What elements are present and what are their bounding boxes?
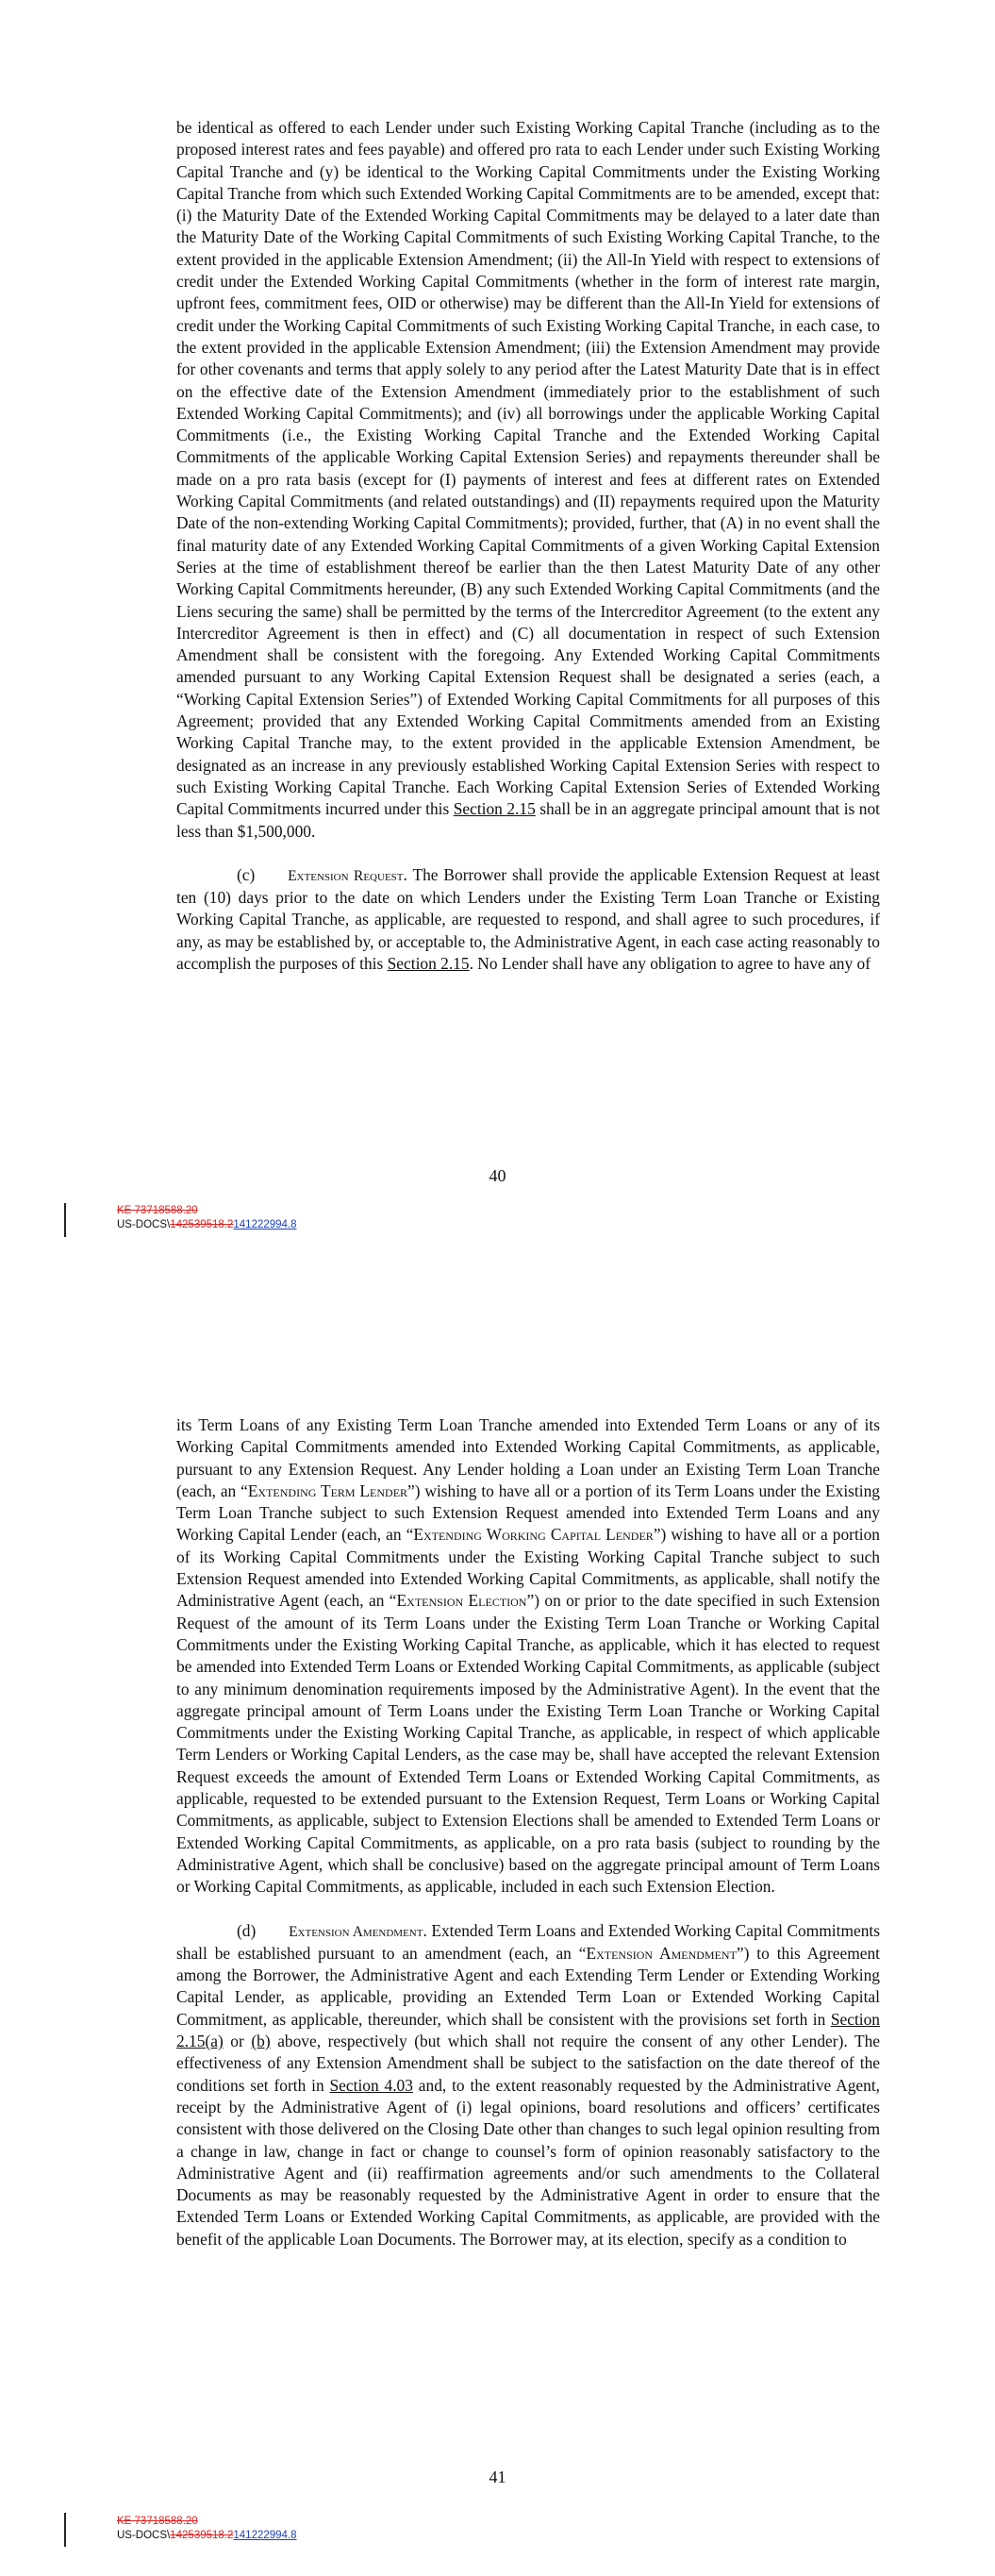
defined-term-extending-working-capital-lender: Extending Working Capital Lender	[413, 1525, 654, 1545]
page-40-body	[176, 117, 880, 975]
document-footer	[117, 1204, 297, 1232]
extension-amendment-heading: Extension Amendment	[289, 1923, 423, 1940]
defined-term-extending-term-lender: Extending Term Lender	[247, 1480, 408, 1500]
paragraph-d: (d) Extension Amendment. Extended Term Loans and Extended Working Capital Commitments shall be established pursuant to an amendment (each, an “Extension Amendment”) to this Agreement among the Borrower, the Administrative Agent and each Extending Term Lender or Extending Working Capital Lender, as applicable, providing an Extended Term Loan or Extended Working Capital Commitment, as applicable, thereunder, which shall be consistent with the provisions set forth in Section 2.15(a) or (b) above, respectively (but which shall not require the consent of any other Lender). The effectiveness of any Extension Amendment shall be subject to the satisfaction on the date thereof of the conditions set forth in Section 4.03 and, to the extent reasonably requested by the Administrative Agent, receipt by the Administrative Agent of (i) legal opinions, board resolutions and officers’ certificates consistent with those delivered on the Closing Date other than changes to such legal opinion resulting from a change in law, change in fact or change to counsel’s form of opinion reasonably satisfactory to the Administrative Agent and (ii) reaffirmation agreements and/or such amendments to the Collateral Documents as may be reasonably requested by the Administrative Agent in order to ensure that the Extended Term Loans or Extended Working Capital Commitments, as applicable, are provided with the benefit of the applicable Loan Documents. The Borrower may, at its election, specify as a condition to	[176, 1920, 880, 2249]
clause-b-reference[interactable]: (b)	[251, 2032, 271, 2051]
document-page-41	[0, 1293, 995, 2576]
paragraph-c-continued: its Term Loans of any Existing Term Loan Tranche amended into Extended Term Loans or any of its Working Capital Commitments amended into Extended Working Capital Commitments, as applicable, pursuant to any Extension Request. Any Lender holding a Loan under an Existing Term Loan Tranche (each, an “Extending Term Lender”) wishing to have all or a portion of its Term Loans under the Existing Term Loan Tranche subject to such Extension Request amended into Extended Term Loans and any Working Capital Lender (each, an “Extending Working Capital Lender”) wishing to have all or a portion of its Working Capital Commitments under the Existing Working Capital Tranche subject to such Extension Request amended into Extended Working Capital Commitments, as applicable, shall notify the Administrative Agent (each, an “Extension Election”) on or prior to the date specified in such Extension Request of the amount of its Term Loans under the Existing Term Loan Tranche or Working Capital Commitments under the Existing Working Capital Tranche, as applicable, which it has elected to request be amended into Extended Term Loans or Extended Working Capital Commitments, as applicable (subject to any minimum denomination requirements imposed by the Administrative Agent). In the event that the aggregate principal amount of Term Loans under the Existing Term Loan Tranche or Working Capital Commitments under the Existing Working Capital Tranche, as applicable, in respect of which applicable Term Lenders or Working Capital Lenders, as the case may be, shall have accepted the relevant Extension Request exceeds the amount of Extended Term Loans or Extended Working Capital Commitments, as applicable, requested to be extended pursuant to the Extension Request, Term Loans or Working Capital Commitments, as applicable, subject to Extension Elections shall be amended to Extended Term Loans or Extended Working Capital Commitments, as applicable, on a pro rata basis (subject to rounding by the Administrative Agent, which shall be conclusive) based on the aggregate principal amount of Term Loans or Working Capital Commitments, as applicable, included in each such Extension Election.	[176, 1415, 880, 1897]
page-number: 40	[489, 1166, 506, 1185]
paragraph-d-label: (d)	[237, 1920, 257, 1940]
change-bar	[64, 2513, 66, 2547]
document-footer	[117, 2515, 297, 2543]
defined-term-extension-amendment: Extension Amendment	[586, 1943, 737, 1963]
footer-docid: US-DOCS\142539518.2141222994.8	[117, 1219, 297, 1230]
change-bar	[64, 1203, 66, 1237]
footer-deleted-docid: KE 73718588.20	[117, 1205, 198, 1216]
section-2-15-a-reference[interactable]: Section 2.15(a)	[176, 2009, 880, 2051]
paragraph-c: (c) Extension Request. The Borrower shall provide the applicable Extension Request at least ten (10) days prior to the date on which Lenders under the Existing Term Loan Tranche or Existing Working Capital Tranche, as applicable, are requested to respond, and shall agree to such procedures, if any, as may be established by, or acceptable to, the Administrative Agent, in each case acting reasonably to accomplish the purposes of this Section 2.15. No Lender shall have any obligation to agree to have any of	[176, 864, 880, 973]
page-41-body	[176, 1414, 880, 2250]
section-4-03-reference[interactable]: Section 4.03	[329, 2075, 413, 2095]
defined-term-extension-election: Extension Election	[396, 1591, 527, 1611]
paragraph-c-label: (c)	[237, 864, 256, 884]
paragraph-b-continued: be identical as offered to each Lender under such Existing Working Capital Tranche (including as to the proposed interest rates and fees payable) and offered pro rata to each Lender under such Existing Working Capital Tranche and (y) be identical to the Working Capital Commitments under the Existing Working Capital Tranche from which such Extended Working Capital Commitments are to be amended, except that: (i) the Maturity Date of the Extended Working Capital Commitments may be delayed to a later date than the Maturity Date of the Working Capital Commitments of such Existing Working Capital Tranche, to the extent provided in the applicable Extension Amendment; (ii) the All-In Yield with respect to extensions of credit under the Extended Working Capital Commitments (whether in the form of interest rate margin, upfront fees, commitment fees, OID or otherwise) may be different than the All-In Yield for extensions of credit under the Working Capital Commitments of such Existing Working Capital Tranche, in each case, to the extent provided in the applicable Extension Amendment; (iii) the Extension Amendment may provide for other covenants and terms that apply solely to any period after the Latest Maturity Date that is in effect on the effective date of the Extension Amendment (immediately prior to the establishment of such Extended Working Capital Commitments); and (iv) all borrowings under the applicable Working Capital Commitments (i.e., the Existing Working Capital Tranche and the Extended Working Capital Commitments of the applicable Working Capital Extension Series) and repayments thereunder shall be made on a pro rata basis (except for (I) payments of interest and fees at different rates on Extended Working Capital Commitments (and related outstandings) and (II) repayments required upon the Maturity Date of the non-extending Working Capital Commitments); provided, further, that (A) in no event shall the final maturity date of any Extended Working Capital Commitments of a given Working Capital Extension Series at the time of establishment thereof be earlier than the then Latest Maturity Date of any other Working Capital Commitments hereunder, (B) any such Extended Working Capital Commitments (and the Liens securing the same) shall be permitted by the terms of the Intercreditor Agreement (to the extent any Intercreditor Agreement is then in effect) and (C) all documentation in respect of such Extension Amendment shall be consistent with the foregoing. Any Extended Working Capital Commitments amended pursuant to any Working Capital Extension Request shall be designated a series (each, a “Working Capital Extension Series”) of Extended Working Capital Commitments for all purposes of this Agreement; provided that any Extended Working Capital Commitments amended from an Existing Working Capital Tranche may, to the extent provided in the applicable Extension Amendment, be designated as an increase in any previously established Working Capital Extension Series with respect to such Existing Working Capital Tranche. Each Working Capital Extension Series of Extended Working Capital Commitments incurred under this Section 2.15 shall be in an aggregate principal amount that is not less than $1,500,000.	[176, 118, 880, 841]
footer-docid: US-DOCS\142539518.2141222994.8	[117, 2530, 297, 2541]
section-2-15-reference[interactable]: Section 2.15	[453, 799, 536, 819]
section-2-15-reference[interactable]: Section 2.15	[387, 953, 470, 973]
footer-deleted-docid: KE 73718588.20	[117, 2516, 198, 2527]
page-number: 41	[489, 2467, 506, 2486]
extension-request-heading: Extension Request	[288, 867, 404, 884]
